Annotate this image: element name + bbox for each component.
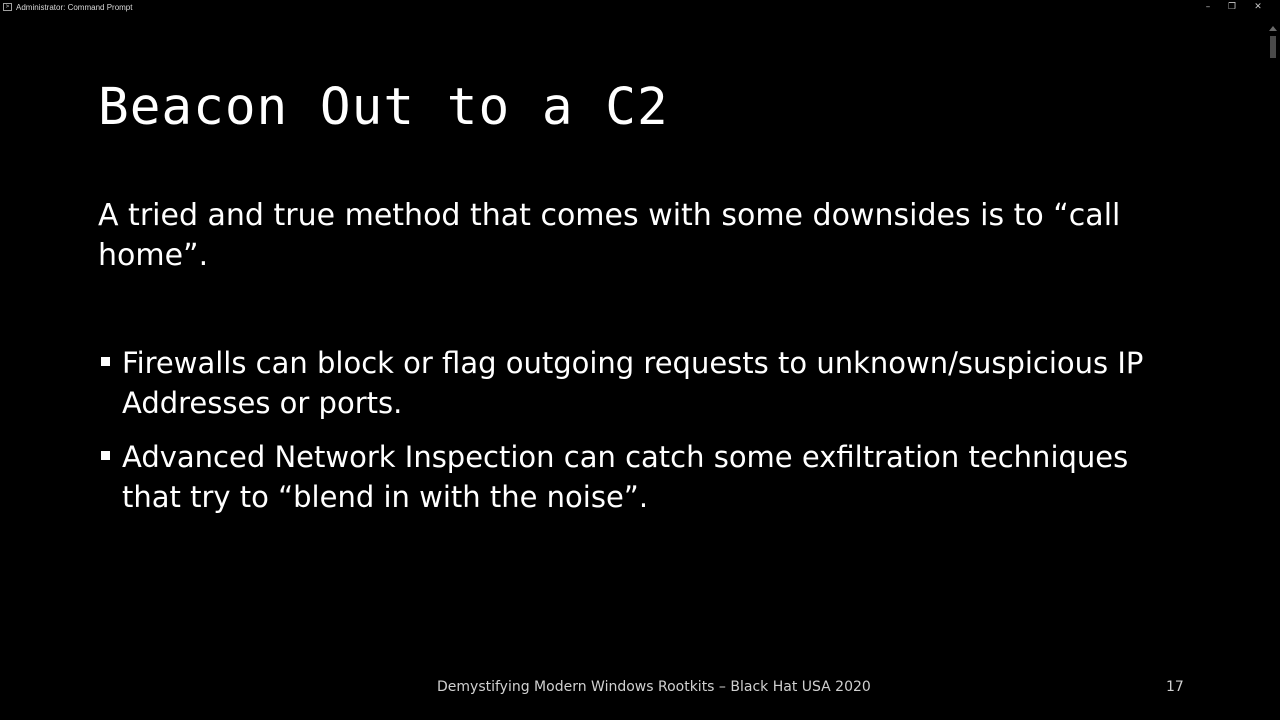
bullet-item [98, 343, 1188, 423]
window-title: Administrator: Command Prompt [16, 3, 133, 12]
slide-number: 17 [1166, 679, 1184, 695]
bullet-text: Firewalls can block or flag outgoing requests to unknown/suspicious IP Addresses or ports. [122, 346, 1144, 420]
square-bullet-icon [101, 451, 110, 460]
title-bar[interactable] [0, 0, 1280, 16]
square-bullet-icon [101, 357, 110, 366]
scroll-up-icon[interactable] [1269, 26, 1277, 31]
cmd-icon: > [3, 3, 12, 11]
scrollbar-thumb[interactable] [1270, 36, 1276, 58]
slide-footer: Demystifying Modern Windows Rootkits – Black Hat USA 2020 [437, 679, 871, 695]
bullet-text: Advanced Network Inspection can catch some exfiltration techniques that try to “blend in with the noise”. [122, 440, 1129, 514]
restore-button[interactable]: ❐ [1227, 2, 1237, 12]
bullet-item [98, 437, 1188, 517]
bullet-list [98, 343, 1188, 531]
close-button[interactable]: ✕ [1254, 2, 1262, 12]
slide-intro-text: A tried and true method that comes with some downsides is to “call home”. [98, 198, 1121, 273]
slide-title: Beacon Out to a C2 [98, 78, 669, 137]
vertical-scrollbar[interactable] [1266, 22, 1280, 720]
minimize-button[interactable]: – [1205, 2, 1211, 12]
